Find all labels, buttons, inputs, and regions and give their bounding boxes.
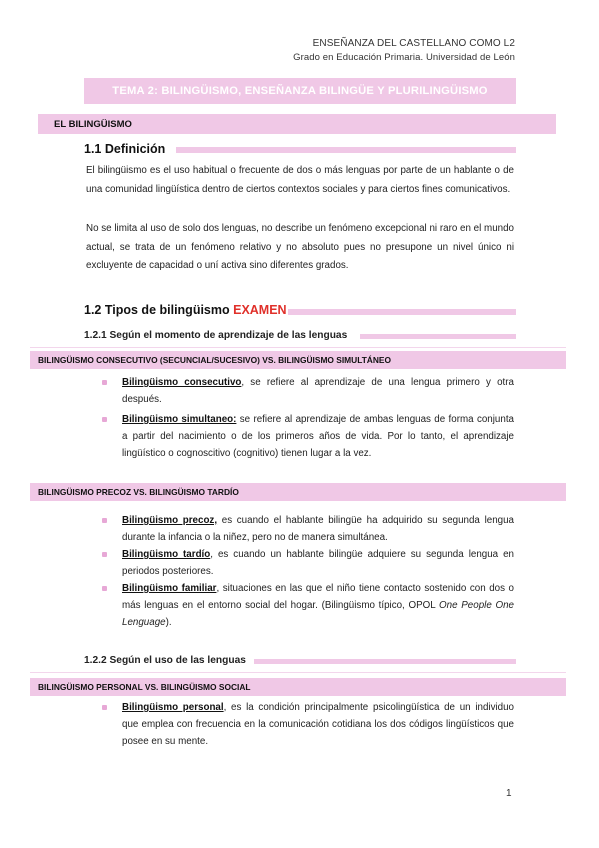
definition-heading: 1.1 Definición [84,142,166,156]
topic-banner [84,78,516,104]
bullet-icon [102,518,107,523]
list-item [100,699,514,750]
group-title: BILINGÜISMO CONSECUTIVO (SECUNCIAL/SUCESIVO) VS. BILINGÜISMO SIMULTÁNEO [38,355,392,365]
term: Bilingüismo precoz, [122,515,218,526]
heading-rule [360,334,516,339]
bullet-list [100,699,514,750]
divider [30,672,566,673]
program-title: Grado en Educación Primaria. Universidad de León [293,52,515,63]
course-title: ENSEÑANZA DEL CASTELLANO COMO L2 [312,38,515,49]
subheading-1-2-1: 1.2.1 Según el momento de aprendizaje de las lenguas [84,330,348,341]
bullet-icon [102,380,107,385]
bullet-list [100,512,514,631]
group-band [30,678,566,696]
bullet-icon [102,705,107,710]
group-title: BILINGÜISMO PERSONAL VS. BILINGÜISMO SOCIAL [38,682,251,692]
exam-tag: EXAMEN [233,303,287,317]
group-band [30,483,566,501]
types-heading-text: 1.2 Tipos de bilingüismo [84,303,230,317]
term-description: es cuando el hablante bilingüe ha adquirido su segunda lengua durante la infancia o la niñez, pero no de manera simultánea. [122,515,514,543]
term: Bilingüismo simultaneo: [122,414,237,425]
term: Bilingüismo tardío [122,549,211,560]
bullet-icon [102,552,107,557]
definition-paragraph-1: El bilingüismo es el uso habitual o frecuente de dos o más lenguas por parte de un hablante o de una comunidad lingüística dentro de ciertos contextos sociales y para ciertos fines comunicativos. [86,165,514,195]
list-item [100,580,514,631]
list-item [100,411,514,462]
term-description: , es la condición principalmente psicolingüística de un individuo que emplea con frecuencia en la comunicación cotidiana los dos códigos lingüísticos que posee en su mente. [122,702,514,747]
list-item [100,374,514,408]
bullet-list [100,374,514,462]
list-item [100,546,514,580]
heading-rule [176,147,516,153]
types-heading [84,303,287,317]
group-title: BILINGÜISMO PRECOZ VS. BILINGÜISMO TARDÍO [38,487,239,497]
definition-paragraph-2: No se limita al uso de solo dos lenguas, no describe un fenómeno excepcional ni raro en el mundo actual, se trata de un fenómeno relativo y no absoluto pues no presupone un nivel único ni excluyente de capacidad o uní activa sino diferentes grados. [86,223,514,271]
term-after: ). [165,617,172,628]
section-bar [38,114,556,134]
term-description: se refiere al aprendizaje de ambas lenguas de forma conjunta a partir del nacimiento o de los primeros años de vida. Por lo tanto, el aprendizaje lingüístico o cognoscitivo (cognitivo) tienen lugar a la vez. [122,414,514,459]
term: Bilingüismo familiar [122,583,217,594]
topic-title: TEMA 2: BILINGÜISMO, ENSEÑANZA BILINGÜE Y PLURILINGÜISMO [112,85,488,97]
term: Bilingüismo consecutivo [122,377,242,388]
page-number: 1 [506,788,512,799]
subheading-1-2-2: 1.2.2 Según el uso de las lenguas [84,655,246,666]
bullet-icon [102,417,107,422]
term: Bilingüismo personal [122,702,224,713]
term-description: , situaciones en las que el niño tiene contacto sostenido con dos o más lenguas en el entorno social del hogar. (Bilingüismo típico, OPOL [122,583,514,611]
list-item [100,512,514,546]
group-band [30,351,566,369]
divider [30,347,566,348]
section-title: EL BILINGÜISMO [54,119,132,130]
heading-rule [288,309,516,315]
heading-rule [254,659,516,664]
term-description: , es cuando un hablante bilingüe adquiere su segunda lengua en periodos posteriores. [122,549,514,577]
term-italic: One People One Lenguage [122,600,514,628]
bullet-icon [102,586,107,591]
term-description: , se refiere al aprendizaje de una lengua primero y otra después. [122,377,514,405]
